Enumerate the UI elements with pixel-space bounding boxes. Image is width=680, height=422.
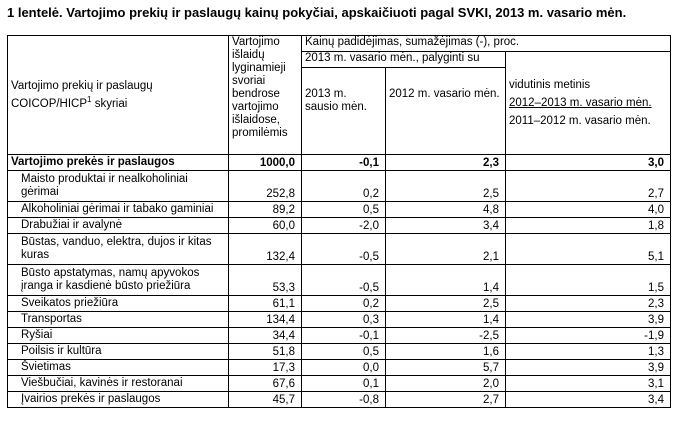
row-mom: 0,5 — [302, 202, 386, 218]
row-annual: 4,0 — [506, 202, 671, 218]
row-yoy: 1,4 — [386, 312, 506, 328]
row-label: Alkoholiniai gėrimai ir tabako gaminiai — [8, 202, 229, 218]
row-label: Maisto produktai ir nealkoholiniai gėrimai — [8, 171, 229, 202]
row-mom: 0,3 — [302, 312, 386, 328]
row-annual: 3,9 — [506, 360, 671, 376]
row-mom: 0,5 — [302, 344, 386, 360]
row-yoy: 2,1 — [386, 234, 506, 265]
row-yoy: 2,5 — [386, 171, 506, 202]
row-mom: 0,2 — [302, 171, 386, 202]
row-annual: 3,9 — [506, 312, 671, 328]
row-mom: 0,0 — [302, 360, 386, 376]
row-weight: 67,6 — [229, 376, 302, 392]
row-annual: 1,3 — [506, 344, 671, 360]
header-prev-year: 2012 m. vasario mėn. — [386, 68, 506, 155]
row-mom: -0,1 — [302, 155, 386, 171]
row-annual: 1,5 — [506, 265, 671, 296]
row-weight: 45,7 — [229, 392, 302, 408]
table-row — [8, 234, 671, 265]
header-category-text: Vartojimo prekių ir paslaugų COICOP/HICP — [11, 79, 153, 110]
row-label: Įvairios prekės ir paslaugos — [8, 392, 229, 408]
header-category — [8, 36, 229, 155]
row-label: Sveikatos priežiūra — [8, 296, 229, 312]
row-mom: -0,5 — [302, 265, 386, 296]
row-yoy: 5,7 — [386, 360, 506, 376]
table-row — [8, 392, 671, 408]
table-row — [8, 376, 671, 392]
row-yoy: 3,4 — [386, 218, 506, 234]
row-annual: 1,8 — [506, 218, 671, 234]
row-annual: -1,9 — [506, 328, 671, 344]
header-price-change: Kainų padidėjimas, sumažėjimas (-), proc. — [302, 36, 671, 52]
row-label: Viešbučiai, kavinės ir restoranai — [8, 376, 229, 392]
row-yoy: 2,7 — [386, 392, 506, 408]
row-annual: 3,1 — [506, 376, 671, 392]
row-weight: 51,8 — [229, 344, 302, 360]
row-weight: 34,4 — [229, 328, 302, 344]
table-row-total — [8, 155, 671, 171]
row-mom: 0,2 — [302, 296, 386, 312]
header-annual-average — [506, 52, 671, 155]
row-annual: 3,0 — [506, 155, 671, 171]
table-row — [8, 296, 671, 312]
row-label: Švietimas — [8, 360, 229, 376]
header-compared-with: 2013 m. vasario mėn., palyginti su — [302, 52, 506, 68]
header-prev-month: 2013 m. sausio mėn. — [302, 68, 386, 155]
row-mom: -2,0 — [302, 218, 386, 234]
row-yoy: 1,4 — [386, 265, 506, 296]
row-weight: 17,3 — [229, 360, 302, 376]
row-mom: -0,1 — [302, 328, 386, 344]
annual-average-current-text: 2012–2013 m. vasario mėn. — [509, 96, 652, 109]
table-row — [8, 265, 671, 296]
row-yoy: 2,3 — [386, 155, 506, 171]
row-label: Būstas, vanduo, elektra, dujos ir kitas kuras — [8, 234, 229, 265]
row-mom: -0,5 — [302, 234, 386, 265]
row-weight: 252,8 — [229, 171, 302, 202]
table-row — [8, 202, 671, 218]
row-weight: 60,0 — [229, 218, 302, 234]
header-category-end: skyriai — [91, 97, 128, 110]
header-weights: Vartojimo išlaidų lyginamieji svoriai bendrose vartojimo išlaidose, promilėmis — [229, 36, 302, 155]
footnote-mark: 1 — [87, 94, 92, 104]
row-weight: 134,4 — [229, 312, 302, 328]
table-row — [8, 360, 671, 376]
row-label: Poilsis ir kultūra — [8, 344, 229, 360]
row-annual: 2,7 — [506, 171, 671, 202]
row-weight: 1000,0 — [229, 155, 302, 171]
row-label: Transportas — [8, 312, 229, 328]
row-yoy: 2,0 — [386, 376, 506, 392]
row-annual: 2,3 — [506, 296, 671, 312]
price-changes-table — [7, 35, 671, 408]
row-label: Būsto apstatymas, namų apyvokos įranga ir kasdienė būsto priežiūra — [8, 265, 229, 296]
annual-average-current — [509, 97, 667, 110]
table-row — [8, 218, 671, 234]
table-row — [8, 328, 671, 344]
table-row — [8, 171, 671, 202]
row-weight: 53,3 — [229, 265, 302, 296]
row-annual: 3,4 — [506, 392, 671, 408]
row-yoy: -2,5 — [386, 328, 506, 344]
row-label: Drabužiai ir avalynė — [8, 218, 229, 234]
table-row — [8, 344, 671, 360]
row-yoy: 4,8 — [386, 202, 506, 218]
row-annual: 5,1 — [506, 234, 671, 265]
annual-average-label: vidutinis metinis — [509, 78, 591, 91]
row-yoy: 2,5 — [386, 296, 506, 312]
row-weight: 89,2 — [229, 202, 302, 218]
row-yoy: 1,6 — [386, 344, 506, 360]
row-weight: 132,4 — [229, 234, 302, 265]
annual-average-previous: 2011–2012 m. vasario mėn. — [509, 114, 651, 127]
table-row — [8, 312, 671, 328]
row-label: Vartojimo prekės ir paslaugos — [8, 155, 229, 171]
row-mom: 0,1 — [302, 376, 386, 392]
row-mom: -0,8 — [302, 392, 386, 408]
row-weight: 61,1 — [229, 296, 302, 312]
table-title: 1 lentelė. Vartojimo prekių ir paslaugų kainų pokyčiai, apskaičiuoti pagal SVKI, 2013 m. vasario mėn. — [7, 5, 627, 20]
row-label: Ryšiai — [8, 328, 229, 344]
